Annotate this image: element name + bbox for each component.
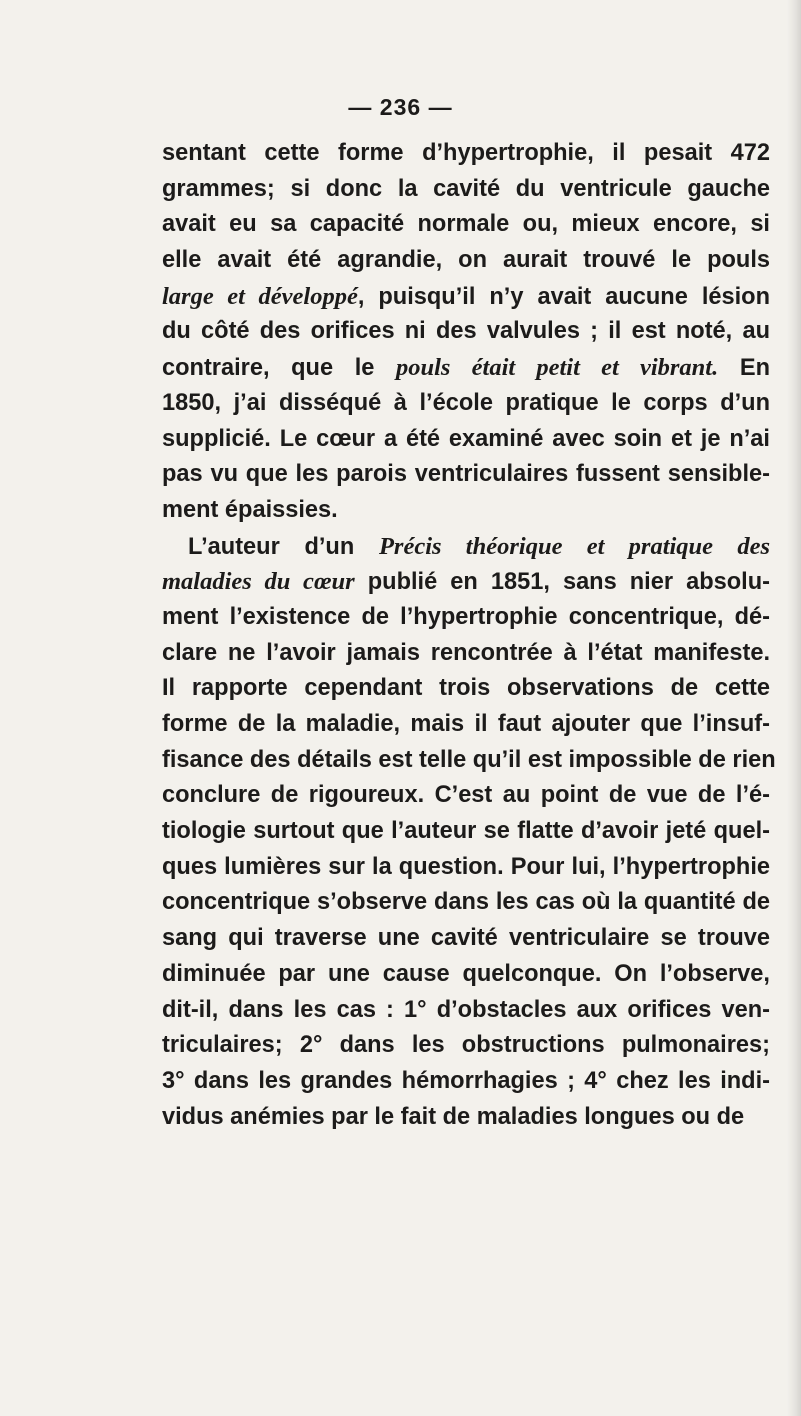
text-segment: forme de la maladie, mais il faut ajouter que l’insuf-	[162, 711, 770, 737]
text-segment: grammes; si donc la cavité du ventricule gauche	[162, 175, 770, 202]
text-line	[162, 350, 770, 386]
text-line	[162, 564, 770, 600]
text-line	[162, 243, 770, 279]
text-segment: 3° dans les grandes hémorrhagies ; 4° chez les indi-	[162, 1067, 770, 1094]
text-line	[162, 1064, 770, 1100]
text-line	[162, 850, 770, 886]
text-line	[162, 671, 770, 707]
text-line	[162, 707, 770, 743]
text-segment: clare ne l’avoir jamais rencontrée à l’état manifeste.	[162, 639, 770, 666]
italic-text: pouls était petit et vibrant.	[395, 354, 719, 382]
text-segment: sentant cette forme d’hypertrophie, il pesait 472	[162, 140, 770, 166]
text-segment: diminuée par une cause quelconque. On l’observe,	[162, 960, 770, 987]
italic-text: maladies du cœur	[162, 568, 355, 596]
text-line	[162, 1100, 770, 1136]
text-segment: avait eu sa capacité normale ou, mieux encore, si	[162, 211, 770, 238]
text-line	[162, 993, 770, 1029]
body-text	[162, 136, 776, 1135]
text-line	[162, 1028, 770, 1064]
text-segment: En	[718, 355, 770, 382]
text-segment: dit-il, dans les cas : 1° d’obstacles aux orifices ven-	[162, 996, 770, 1023]
text-segment: publié en 1851, sans nier absolu-	[354, 569, 770, 596]
text-segment: contraire, que le	[162, 355, 396, 382]
text-line	[162, 885, 770, 921]
text-segment: sang qui traverse une cavité ventriculaire se trouve	[162, 925, 770, 952]
text-segment: Il rapporte cependant trois observations de cette	[162, 675, 770, 702]
text-segment: vidus anémies par le fait de maladies longues ou de	[162, 1103, 745, 1130]
text-line	[162, 457, 770, 493]
text-line	[162, 136, 770, 172]
text-segment: du côté des orifices ni des valvules ; il est noté, au	[162, 318, 770, 345]
italic-text: Précis théorique et pratique des	[378, 532, 770, 560]
text-line	[162, 314, 770, 350]
text-line	[162, 493, 770, 529]
text-segment: L’auteur d’un	[188, 533, 379, 560]
text-line	[162, 778, 770, 814]
text-line	[162, 743, 776, 779]
text-segment: ques lumières sur la question. Pour lui, l’hypertrophie	[162, 853, 770, 880]
page-edge-shadow	[787, 0, 801, 1416]
text-line	[162, 207, 770, 243]
text-line	[162, 600, 770, 636]
text-line	[162, 172, 770, 208]
text-line	[162, 957, 770, 993]
text-segment: 1850, j’ai disséqué à l’école pratique le corps d’un	[162, 389, 770, 416]
page-number: — 236 —	[348, 94, 453, 120]
text-segment: concentrique s’observe dans les cas où la quantité de	[162, 889, 770, 916]
text-segment: fisance des détails est telle qu’il est impossible de rien	[162, 746, 776, 773]
text-line	[162, 529, 770, 565]
text-segment: , puisqu’il n’y avait aucune lésion	[357, 283, 771, 310]
text-line	[162, 279, 770, 315]
text-segment: ment l’existence de l’hypertrophie concentrique, dé-	[162, 603, 770, 630]
text-segment: ment épaissies.	[162, 496, 338, 523]
text-line	[162, 921, 770, 957]
text-line	[162, 386, 770, 422]
text-segment: elle avait été agrandie, on aurait trouvé le pouls	[162, 247, 770, 274]
text-segment: supplicié. Le cœur a été examiné avec soin et je n’ai	[162, 425, 770, 452]
text-segment: tiologie surtout que l’auteur se flatte d’avoir jeté quel-	[162, 818, 770, 845]
text-line	[162, 636, 770, 672]
text-segment: triculaires; 2° dans les obstructions pulmonaires;	[162, 1032, 770, 1059]
italic-text: large et développé	[162, 282, 358, 310]
text-line	[162, 422, 770, 458]
text-segment: conclure de rigoureux. C’est au point de vue de l’é-	[162, 782, 770, 809]
text-line	[162, 814, 770, 850]
text-segment: pas vu que les parois ventriculaires fussent sensible-	[162, 461, 770, 488]
